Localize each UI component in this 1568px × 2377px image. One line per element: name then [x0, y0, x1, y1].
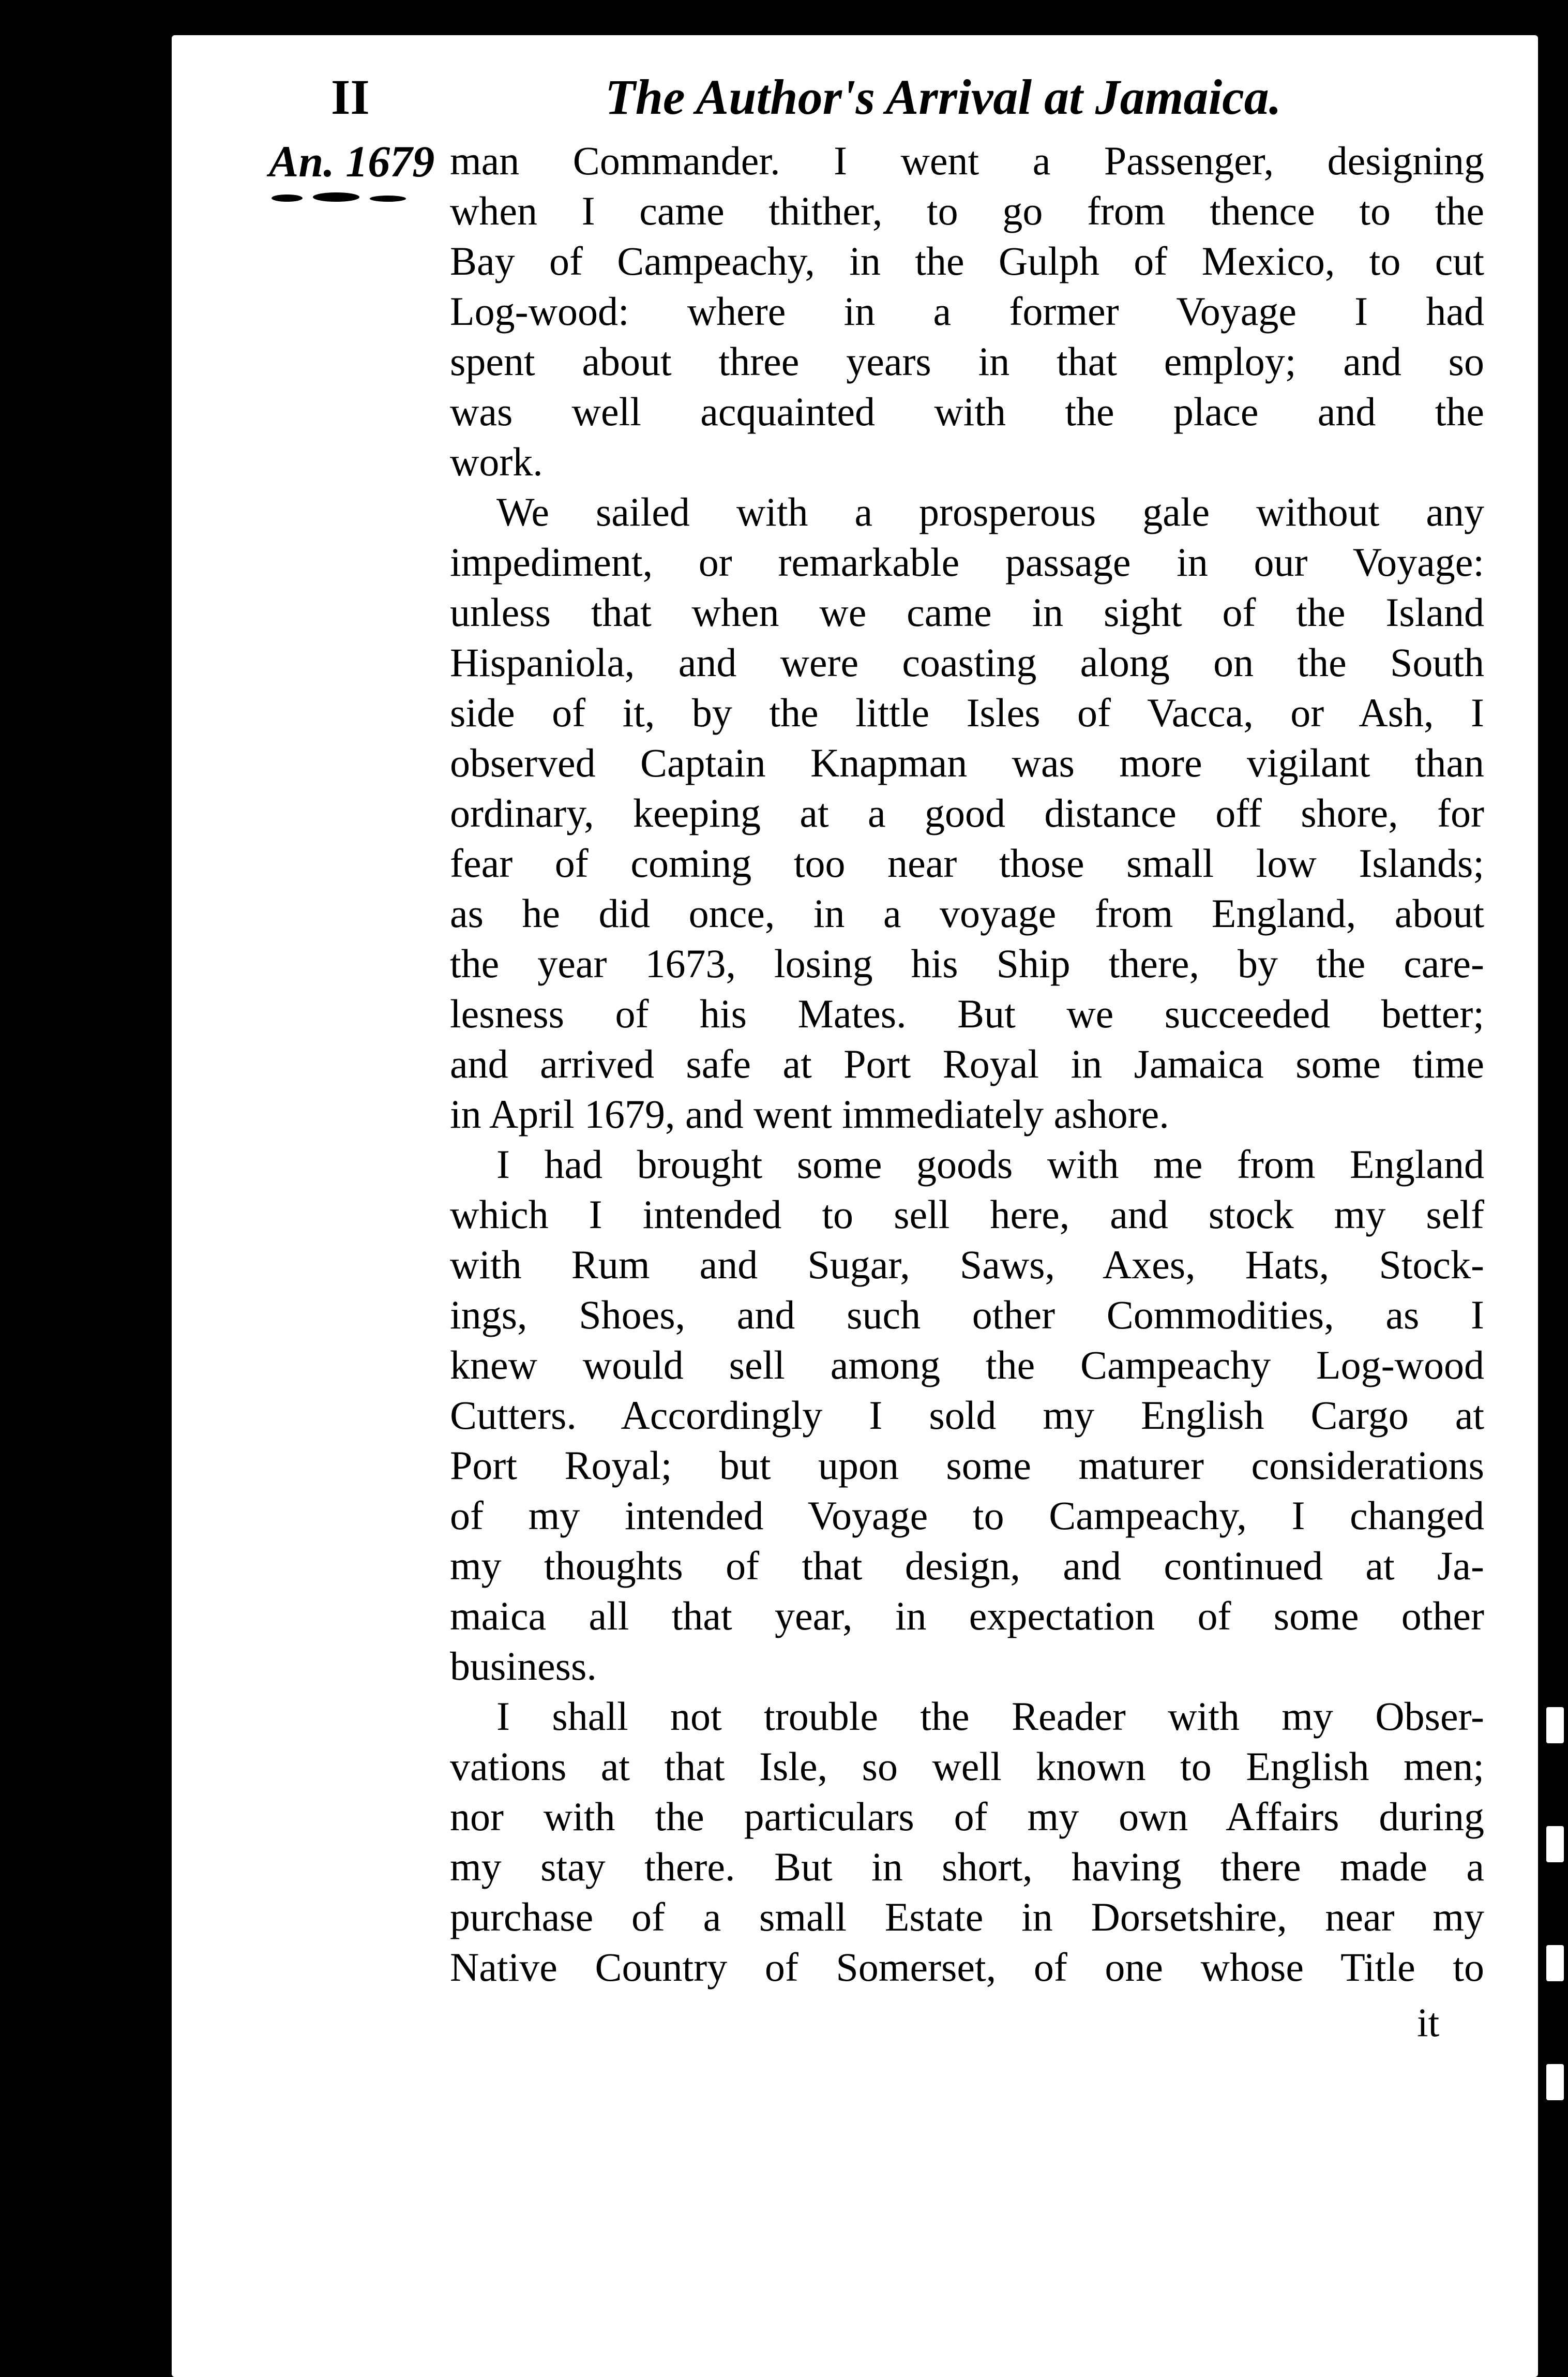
text-line: ings, Shoes, and such other Commodities, as I [450, 1292, 1484, 1337]
text-line: spent about three years in that employ; and so [450, 339, 1484, 384]
text-line: which I intended to sell here, and stock my self [450, 1192, 1484, 1237]
text-line: Native Country of Somerset, of one whose Title to [450, 1945, 1484, 1990]
text-line: ordinary, keeping at a good distance off shore, for [450, 790, 1484, 835]
text-line: Hispaniola, and were coasting along on the South [450, 640, 1484, 685]
text-line: of my intended Voyage to Campeachy, I changed [450, 1493, 1484, 1538]
body-text [450, 136, 1484, 1992]
text-line: vations at that Isle, so well known to English men; [450, 1744, 1484, 1789]
running-head: The Author's Arrival at Jamaica. [605, 69, 1281, 125]
text-line: Port Royal; but upon some maturer considerations [450, 1443, 1484, 1488]
text-line: and arrived safe at Port Royal in Jamaica some time [450, 1041, 1484, 1086]
text-line: purchase of a small Estate in Dorsetshire, near my [450, 1894, 1484, 1939]
text-line: my thoughts of that design, and continued at Ja- [450, 1543, 1484, 1588]
text-line: I had brought some goods with me from England [496, 1142, 1484, 1187]
text-line: as he did once, in a voyage from England, about [450, 891, 1484, 936]
page-number: II [331, 69, 370, 125]
text-line: nor with the particulars of my own Affairs during [450, 1794, 1484, 1839]
text-line: Bay of Campeachy, in the Gulph of Mexico, to cut [450, 238, 1484, 283]
text-line: lesness of his Mates. But we succeeded better; [450, 991, 1484, 1036]
text-line: with Rum and Sugar, Saws, Axes, Hats, Stock- [450, 1242, 1484, 1287]
text-line: impediment, or remarkable passage in our Voyage: [450, 540, 1484, 585]
text-line: my stay there. But in short, having there made a [450, 1844, 1484, 1889]
text-line: work. [450, 439, 543, 484]
text-line: in April 1679, and went immediately ashore. [450, 1092, 1169, 1137]
text-line: Cutters. Accordingly I sold my English Cargo at [450, 1393, 1484, 1438]
text-line: when I came thither, to go from thence to the [450, 188, 1484, 233]
text-line: We sailed with a prosperous gale without any [496, 489, 1484, 534]
text-line: fear of coming too near those small low Islands; [450, 841, 1484, 886]
text-line: man Commander. I went a Passenger, designing [450, 138, 1484, 183]
text-line: maica all that year, in expectation of some other [450, 1593, 1484, 1638]
margin-note: An. 1679 [269, 137, 435, 186]
text-line: was well acquainted with the place and the [450, 389, 1484, 434]
adjacent-page-edge [1541, 1707, 1568, 2173]
text-line: unless that when we came in sight of the Island [450, 590, 1484, 635]
margin-ornament [272, 191, 427, 205]
catchword: it [1417, 2000, 1440, 2045]
text-line: side of it, by the little Isles of Vacca, or Ash, I [450, 690, 1484, 735]
text-line: the year 1673, losing his Ship there, by the care- [450, 941, 1484, 986]
text-line: knew would sell among the Campeachy Log-wood [450, 1342, 1484, 1387]
text-line: business. [450, 1643, 597, 1688]
text-line: Log-wood: where in a former Voyage I had [450, 289, 1484, 334]
text-line: I shall not trouble the Reader with my Obser- [496, 1694, 1484, 1739]
text-line: observed Captain Knapman was more vigilant than [450, 740, 1484, 785]
